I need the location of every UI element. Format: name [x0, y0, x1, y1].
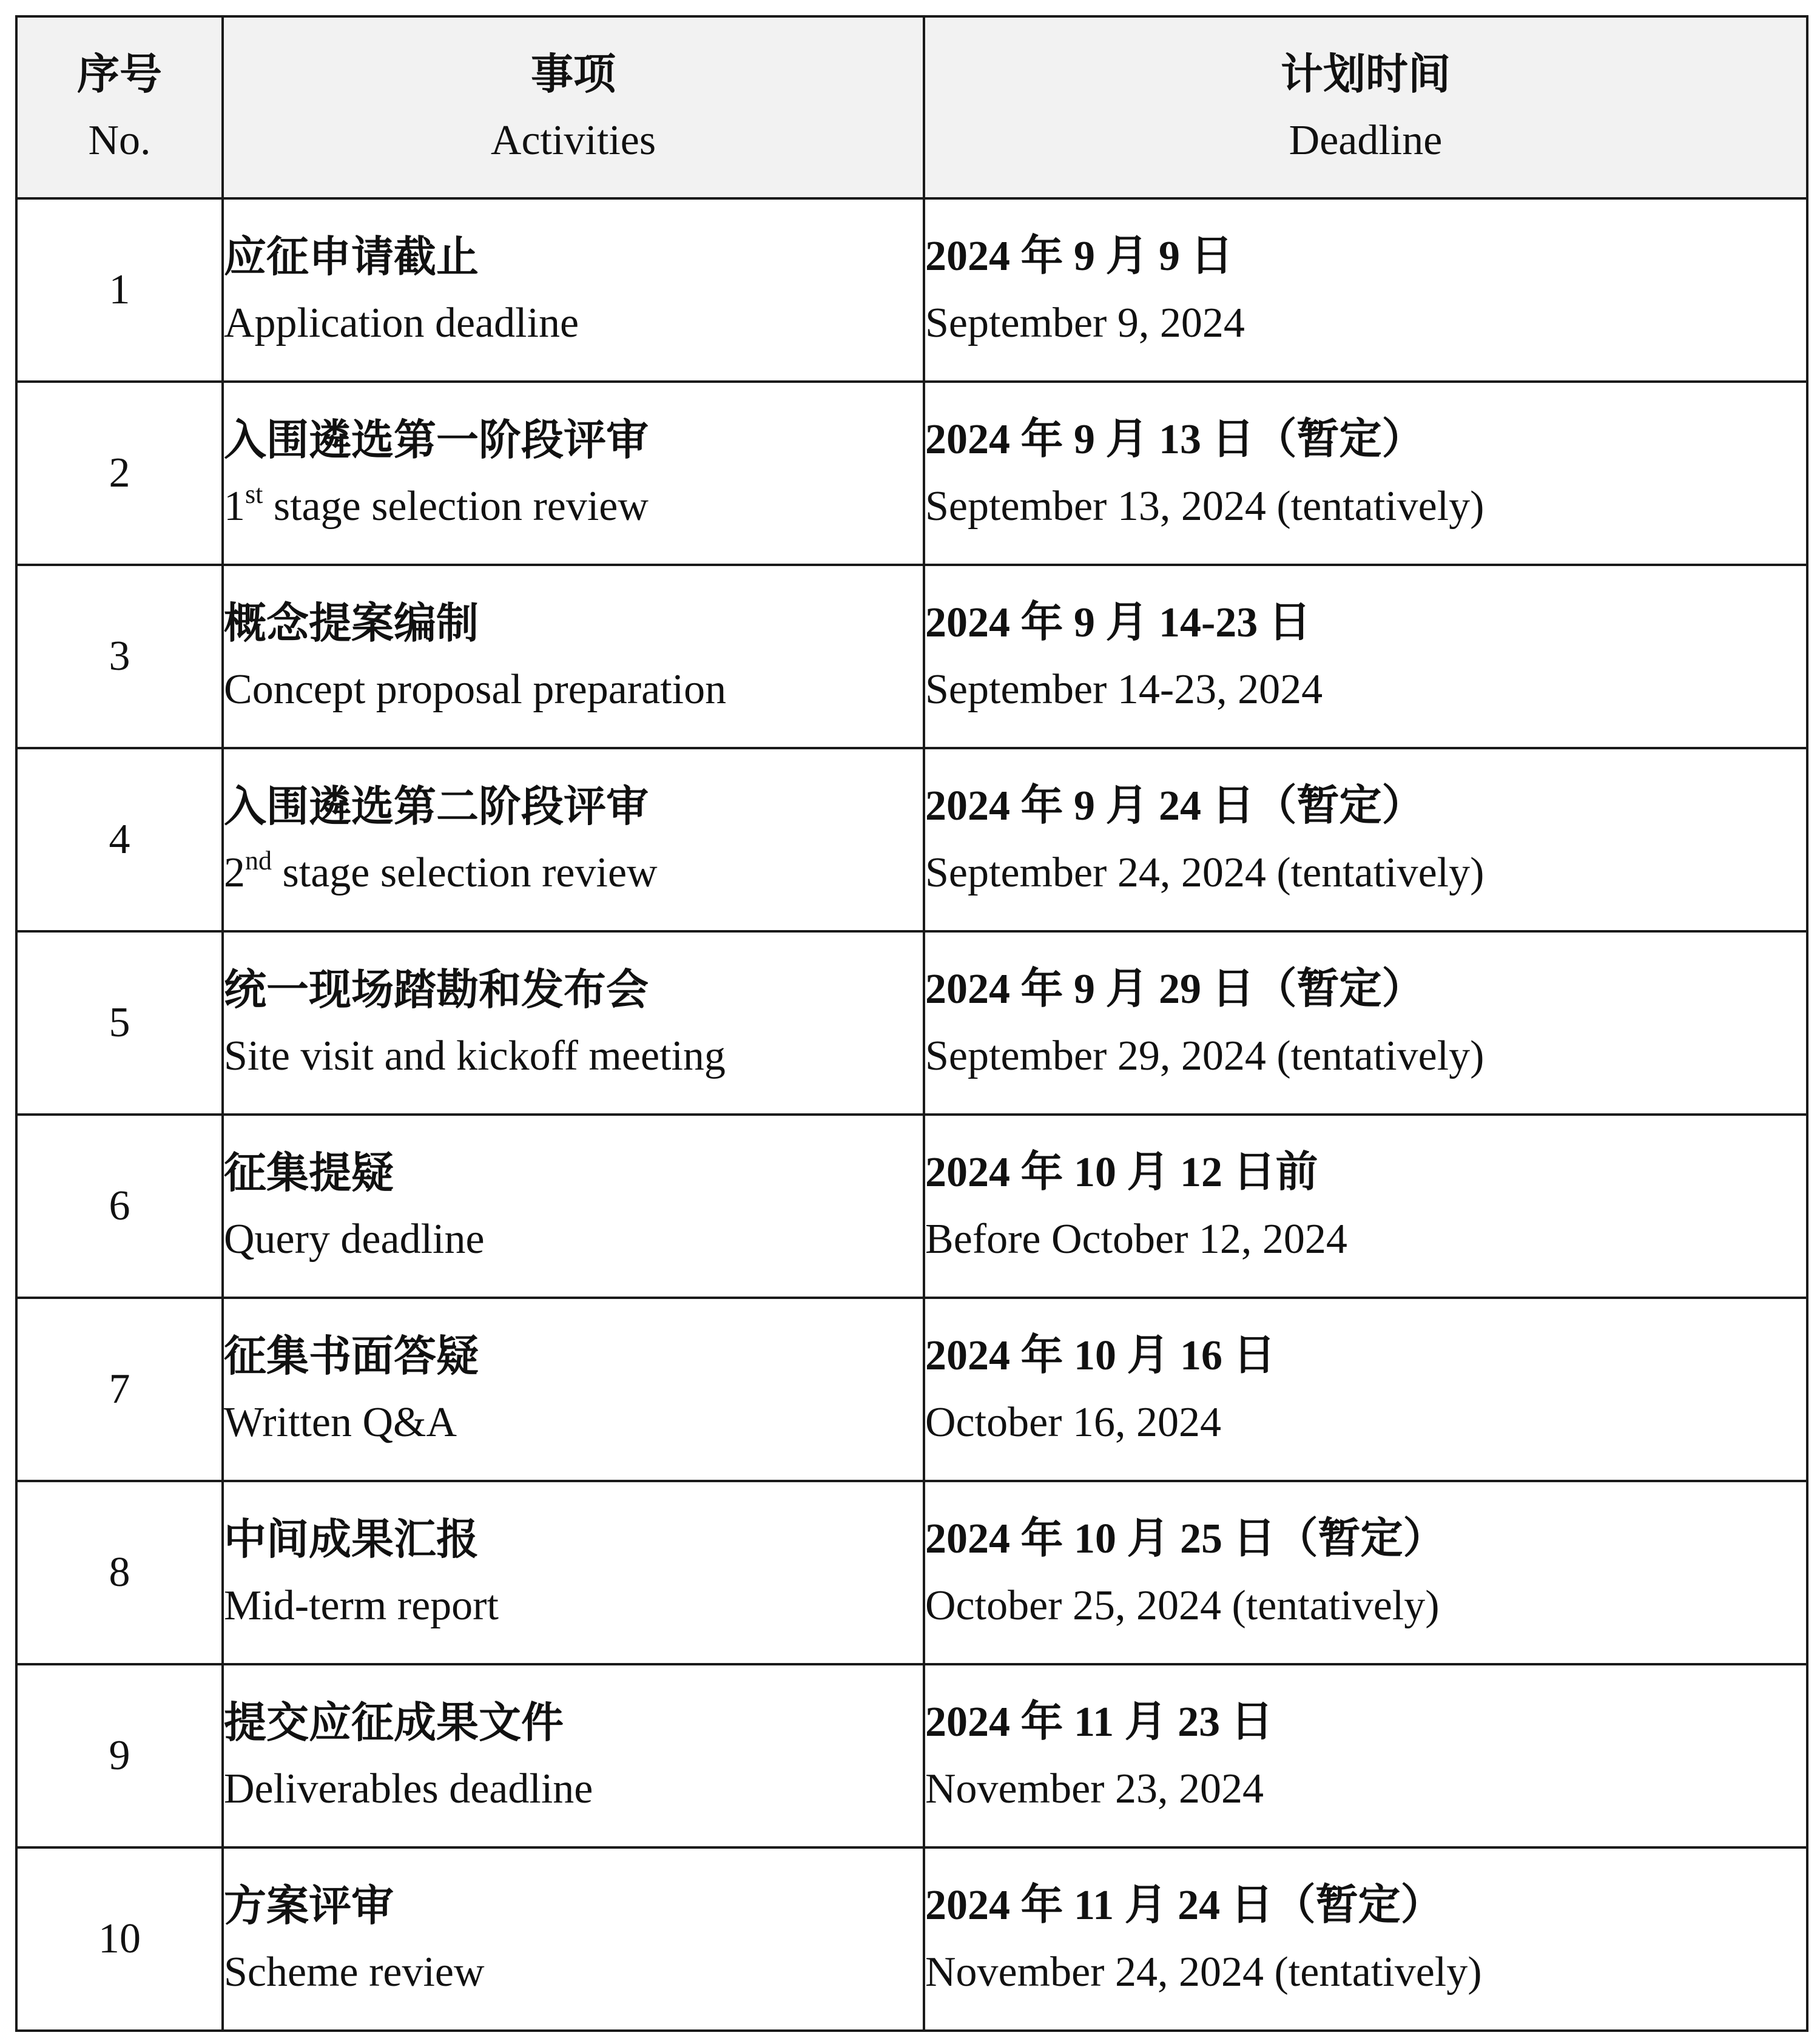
- activity-en-text: Written Q&A: [224, 1399, 457, 1446]
- deadline-en: September 14-23, 2024: [925, 666, 1323, 713]
- deadline-cell: [924, 1481, 1807, 1664]
- activity-cell: [223, 382, 924, 565]
- header-activities-en: Activities: [490, 117, 656, 164]
- row-number: 6: [16, 1115, 223, 1298]
- activity-zh: 提交应征成果文件: [224, 1698, 564, 1747]
- deadline-en: October 16, 2024: [925, 1399, 1221, 1446]
- table-row: [16, 382, 1807, 565]
- table-row: [16, 1115, 1807, 1298]
- row-number: 3: [16, 565, 223, 748]
- deadline-zh: 2024 年 10 月 25 日（暂定）: [925, 1516, 1446, 1562]
- activity-zh: 统一现场踏勘和发布会: [224, 965, 649, 1014]
- activity-en-text: Query deadline: [224, 1216, 485, 1263]
- activity-cell: [223, 198, 924, 382]
- header-activities-zh: 事项: [531, 49, 616, 99]
- activity-en-text: Site visit and kickoff meeting: [224, 1033, 726, 1079]
- activity-cell: [223, 1481, 924, 1664]
- row-number: 1: [16, 198, 223, 382]
- activity-en: [224, 473, 923, 540]
- row-number: 9: [16, 1664, 223, 1847]
- activity-cell: [223, 1115, 924, 1298]
- schedule-table: [15, 15, 1808, 2032]
- activity-en: [224, 1023, 923, 1090]
- table-header-row: [16, 16, 1807, 198]
- deadline-zh: 2024 年 10 月 16 日: [925, 1332, 1276, 1379]
- deadline-cell: [924, 748, 1807, 931]
- header-activities: [223, 16, 924, 198]
- activity-en: [224, 840, 923, 906]
- header-deadline: [924, 16, 1807, 198]
- activity-zh: 征集提疑: [224, 1148, 394, 1198]
- deadline-en: September 24, 2024 (tentatively): [925, 849, 1485, 896]
- deadline-cell: [924, 198, 1807, 382]
- activity-en-text: Scheme review: [224, 1949, 485, 1995]
- activity-en-text: Deliverables deadline: [224, 1766, 593, 1812]
- table-row: [16, 748, 1807, 931]
- deadline-en: November 24, 2024 (tentatively): [925, 1949, 1482, 1995]
- deadline-cell: [924, 1664, 1807, 1847]
- activity-en: [224, 1389, 923, 1456]
- activity-cell: [223, 1298, 924, 1481]
- activity-en: [224, 1573, 923, 1639]
- activity-cell: [223, 1664, 924, 1847]
- deadline-en: Before October 12, 2024: [925, 1216, 1347, 1263]
- row-number: 2: [16, 382, 223, 565]
- deadline-cell: [924, 382, 1807, 565]
- activity-en: [224, 290, 923, 357]
- table-row: [16, 1664, 1807, 1847]
- table-row: [16, 931, 1807, 1115]
- row-number: 8: [16, 1481, 223, 1664]
- activity-en: [224, 656, 923, 723]
- deadline-zh: 2024 年 11 月 24 日（暂定）: [925, 1882, 1443, 1929]
- activity-zh: 方案评审: [224, 1881, 394, 1931]
- activity-en: [224, 1939, 923, 2006]
- table-row: [16, 1481, 1807, 1664]
- activity-en-text: Mid-term report: [224, 1582, 499, 1629]
- deadline-en: September 13, 2024 (tentatively): [925, 483, 1485, 530]
- table-row: [16, 1298, 1807, 1481]
- activity-en: [224, 1206, 923, 1273]
- table-row: [16, 565, 1807, 748]
- activity-en-text: stage selection review: [263, 483, 649, 530]
- activity-en-suffix: nd: [245, 846, 272, 875]
- activity-zh: 入围遴选第一阶段评审: [224, 415, 649, 465]
- header-deadline-en: Deadline: [1289, 117, 1443, 164]
- activity-en-text: Concept proposal preparation: [224, 666, 727, 713]
- deadline-en: September 9, 2024: [925, 300, 1245, 346]
- row-number: 5: [16, 931, 223, 1115]
- activity-cell: [223, 1847, 924, 2031]
- deadline-zh: 2024 年 9 月 24 日（暂定）: [925, 783, 1424, 829]
- row-number: 4: [16, 748, 223, 931]
- header-no-zh: 序号: [77, 49, 162, 99]
- activity-cell: [223, 565, 924, 748]
- deadline-zh: 2024 年 9 月 13 日（暂定）: [925, 416, 1424, 463]
- deadline-zh: 2024 年 9 月 14-23 日: [925, 599, 1311, 646]
- activity-en-text: stage selection review: [272, 849, 658, 896]
- deadline-en: October 25, 2024 (tentatively): [925, 1582, 1440, 1629]
- deadline-cell: [924, 1847, 1807, 2031]
- activity-en-ordinal: 2: [224, 849, 245, 896]
- activity-en: [224, 1756, 923, 1823]
- deadline-cell: [924, 565, 1807, 748]
- table-row: [16, 198, 1807, 382]
- activity-zh: 概念提案编制: [224, 598, 479, 648]
- deadline-cell: [924, 931, 1807, 1115]
- deadline-zh: 2024 年 10 月 12 日前: [925, 1149, 1318, 1196]
- activity-zh: 入围遴选第二阶段评审: [224, 781, 649, 831]
- header-no: [16, 16, 223, 198]
- deadline-zh: 2024 年 9 月 9 日: [925, 233, 1233, 280]
- activity-zh: 征集书面答疑: [224, 1331, 479, 1381]
- table-row: [16, 1847, 1807, 2031]
- activity-cell: [223, 931, 924, 1115]
- deadline-zh: 2024 年 11 月 23 日: [925, 1699, 1273, 1746]
- deadline-en: November 23, 2024: [925, 1766, 1264, 1812]
- header-no-en: No.: [88, 117, 151, 164]
- activity-en-text: Application deadline: [224, 300, 579, 346]
- deadline-cell: [924, 1298, 1807, 1481]
- deadline-cell: [924, 1115, 1807, 1298]
- row-number: 7: [16, 1298, 223, 1481]
- row-number: 10: [16, 1847, 223, 2031]
- header-deadline-zh: 计划时间: [1281, 49, 1451, 99]
- activity-en-suffix: st: [245, 479, 263, 509]
- activity-zh: 中间成果汇报: [224, 1514, 479, 1564]
- activity-cell: [223, 748, 924, 931]
- activity-zh: 应征申请截止: [224, 232, 479, 282]
- deadline-en: September 29, 2024 (tentatively): [925, 1033, 1485, 1079]
- deadline-zh: 2024 年 9 月 29 日（暂定）: [925, 966, 1424, 1013]
- activity-en-ordinal: 1: [224, 483, 245, 530]
